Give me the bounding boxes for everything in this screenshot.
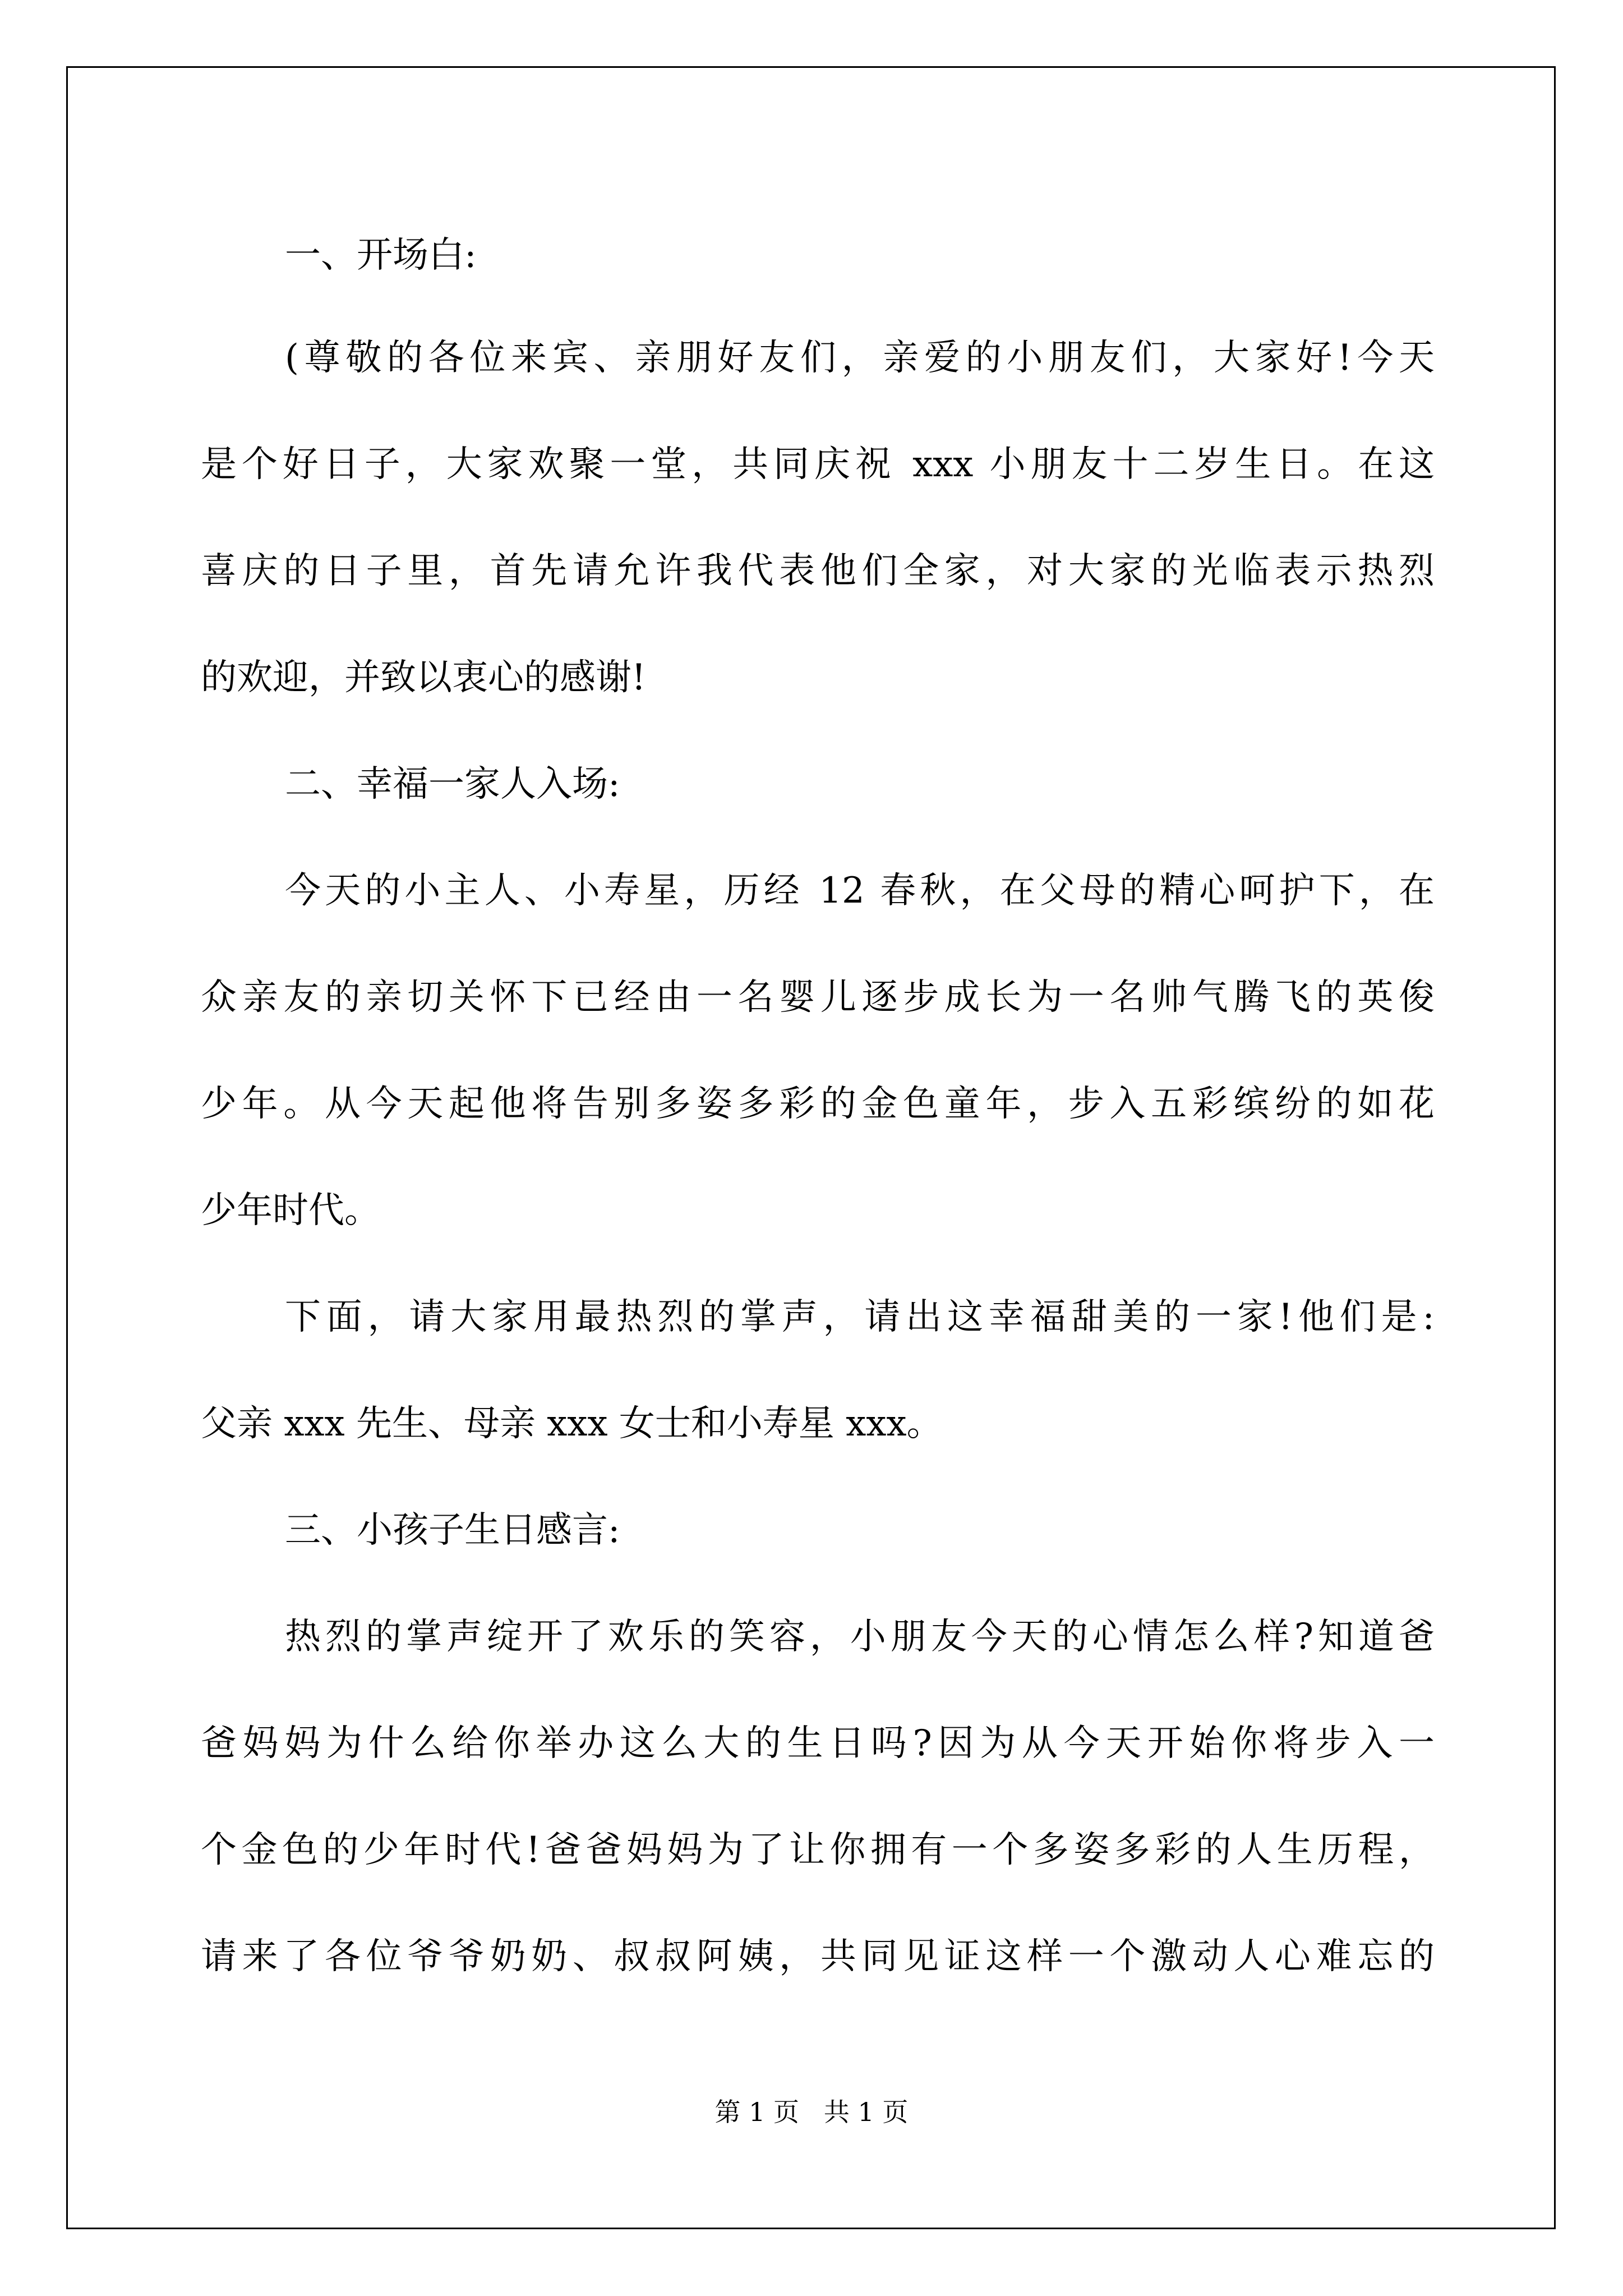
paragraph-line: 个金色的少年时代!爸爸妈妈为了让你拥有一个多姿多彩的人生历程，	[201, 1829, 1435, 1871]
paragraph-line: 少年。从今天起他将告别多姿多彩的金色童年，步入五彩缤纷的如花	[201, 1083, 1435, 1125]
paragraph-line: 少年时代。	[201, 1190, 380, 1231]
paragraph-line: 热烈的掌声绽开了欢乐的笑容，小朋友今天的心情怎么样?知道爸	[285, 1616, 1435, 1658]
paragraph-line: (尊敬的各位来宾、亲朋好友们，亲爱的小朋友们，大家好!今天	[285, 337, 1435, 379]
paragraph-line: 是个好日子，大家欢聚一堂，共同庆祝 xxx 小朋友十二岁生日。在这	[201, 444, 1435, 485]
page-number-footer: 第 1 页 共 1 页	[714, 2097, 909, 2127]
heading-birthday-speech: 三、小孩子生日感言:	[285, 1510, 620, 1551]
page-border	[66, 66, 1556, 2229]
paragraph-line: 喜庆的日子里，首先请允许我代表他们全家，对大家的光临表示热烈	[201, 550, 1435, 592]
paragraph-line: 今天的小主人、小寿星，历经 12 春秋，在父母的精心呵护下，在	[285, 870, 1435, 912]
paragraph-line: 父亲 xxx 先生、母亲 xxx 女士和小寿星 xxx。	[201, 1403, 943, 1444]
heading-opening: 一、开场白:	[285, 234, 477, 276]
paragraph-line: 众亲友的亲切关怀下已经由一名婴儿逐步成长为一名帅气腾飞的英俊	[201, 977, 1435, 1018]
paragraph-line: 下面，请大家用最热烈的掌声，请出这幸福甜美的一家!他们是:	[285, 1296, 1435, 1338]
heading-family-entrance: 二、幸福一家人入场:	[285, 763, 620, 805]
paragraph-line: 请来了各位爷爷奶奶、叔叔阿姨，共同见证这样一个激动人心难忘的	[201, 1936, 1435, 1977]
paragraph-line: 爸妈妈为什么给你举办这么大的生日吗?因为从今天开始你将步入一	[201, 1723, 1435, 1764]
paragraph-line: 的欢迎，并致以衷心的感谢!	[201, 657, 646, 698]
